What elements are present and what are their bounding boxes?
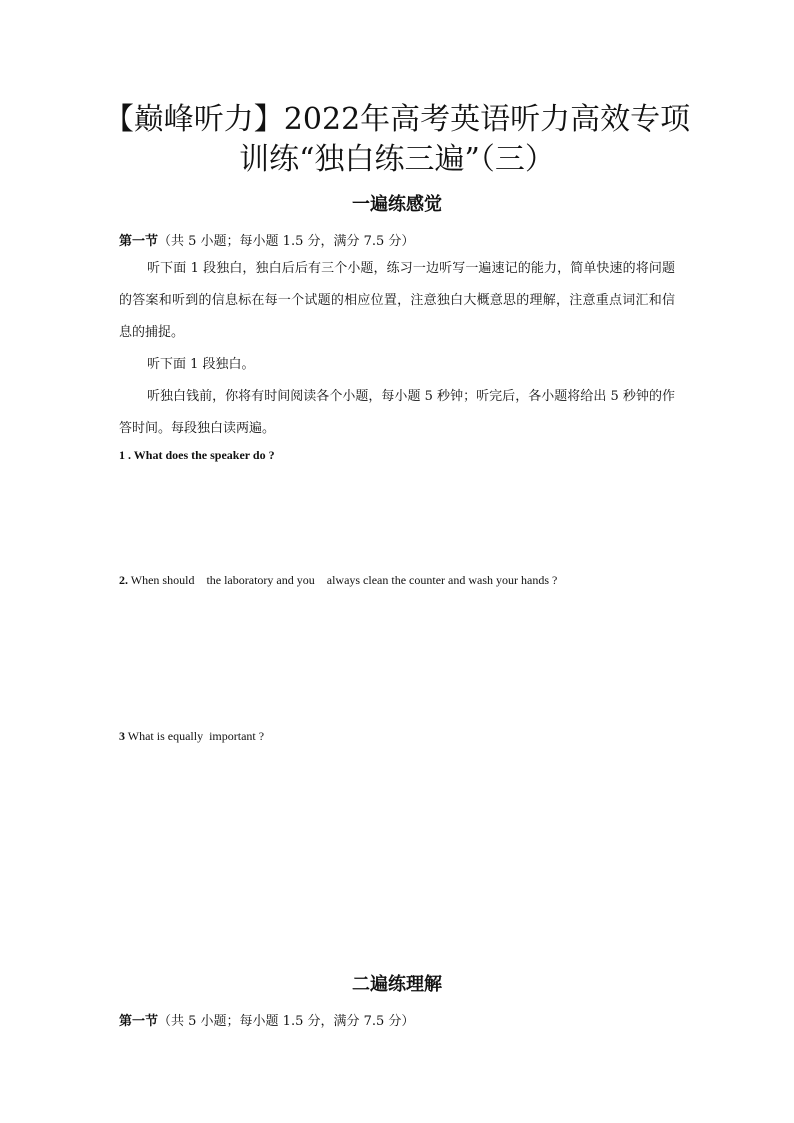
round1-instruction: 听下面 1 段独白，独白后后有三个小题，练习一边听写一遍速记的能力，简单快速的将问题的答案和听到的信息标在每一个试题的相应位置，注意独白大概意思的理解，注意重点词汇和信息的捕捉。 — [119, 261, 675, 340]
round1-heading: 一遍练感觉 — [352, 194, 442, 215]
question-2-text: When should the laboratory and you always clean the counter and wash your hands ? — [128, 573, 558, 587]
round1-time-note: 听独白钱前，你将有时间阅读各个小题，每小题 5 秒钟；听完后，各小题将给出 5 秒钟的作答时间。每段独白读两遍。 — [119, 389, 675, 436]
question-3-number: 3 — [119, 729, 125, 743]
round2-part-label: 第一节 — [119, 1014, 159, 1029]
document-title-line-2: 训练“独白练三遍”（三） — [239, 142, 555, 177]
question-3 — [119, 729, 264, 744]
question-3-text: What is equally important ? — [125, 729, 265, 743]
question-1-number: 1 . — [119, 448, 131, 462]
round1-listen-line: 听下面 1 段独白。 — [147, 357, 255, 372]
round1-part-label: 第一节 — [119, 234, 159, 249]
question-2-number: 2. — [119, 573, 128, 587]
round1-part-info: （共 5 小题；每小题 1.5 分，满分 7.5 分） — [158, 234, 415, 249]
round2-part-line — [119, 1010, 414, 1029]
question-2 — [119, 573, 557, 588]
question-1-text: What does the speaker do ? — [131, 448, 275, 462]
round2-heading: 二遍练理解 — [352, 974, 442, 995]
round1-part-line — [119, 230, 414, 249]
question-1 — [119, 448, 275, 463]
document-title-line-1: 【巅峰听力】2022年高考英语听力高效专项 — [103, 102, 691, 137]
round2-part-info: （共 5 小题；每小题 1.5 分，满分 7.5 分） — [158, 1014, 415, 1029]
